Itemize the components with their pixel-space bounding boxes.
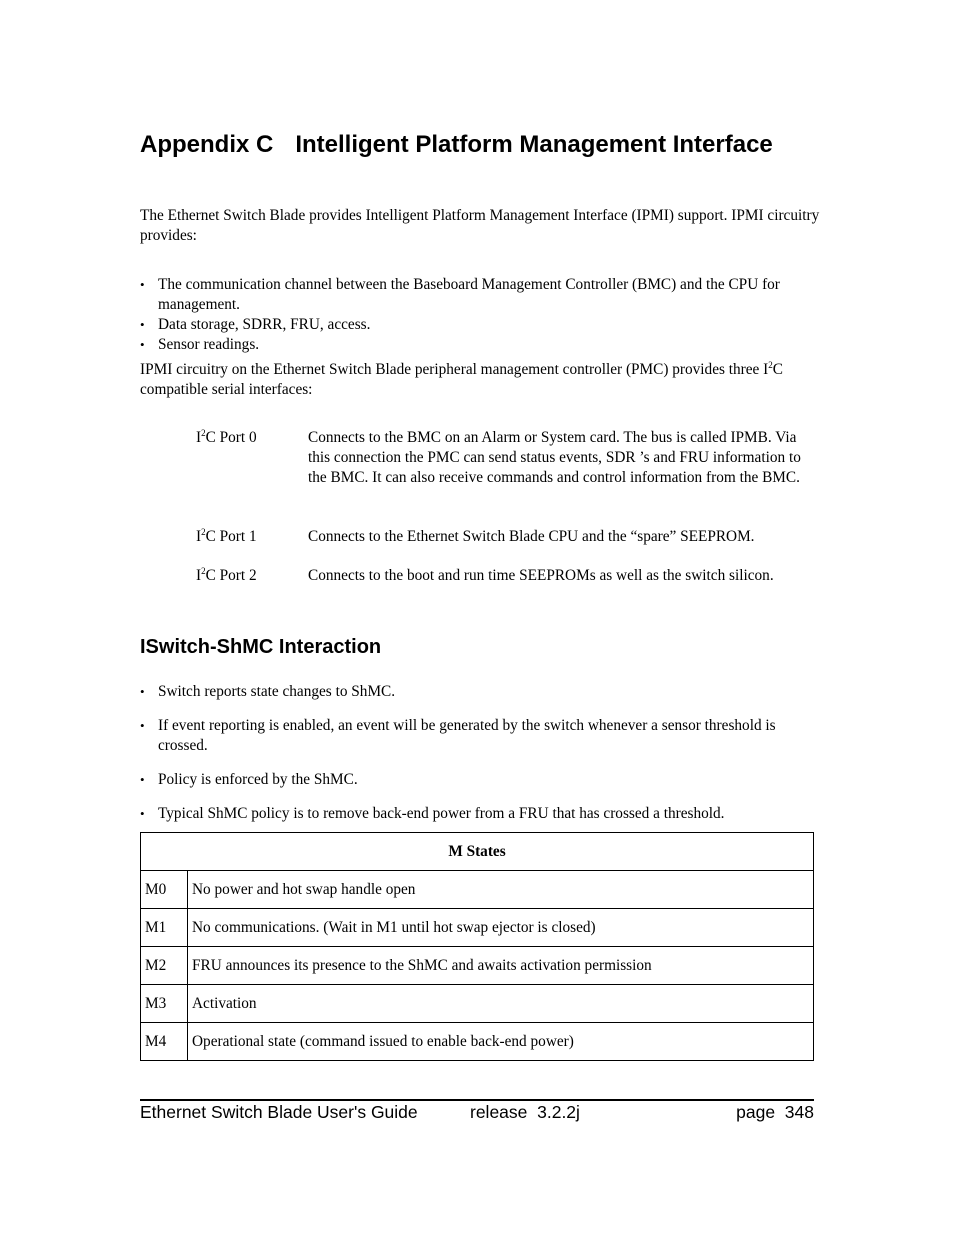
table-row: [141, 871, 814, 909]
footer-page-number: page 348: [736, 1102, 814, 1122]
table-row: [141, 947, 814, 985]
list-item: • If event reporting is enabled, an event will be generated by the switch whenever a sensor threshold is crossed.: [140, 717, 776, 754]
pmc-paragraph: IPMI circuitry on the Ethernet Switch Blade peripheral management controller (PMC) provides three $I^2C$ compatible serial interfaces:: [140, 360, 783, 398]
state-code: M3: [141, 985, 188, 1023]
state-description: No communications. (Wait in M1 until hot swap ejector is closed): [188, 909, 814, 947]
table-row: [141, 985, 814, 1023]
appendix-title: Intelligent Platform Management Interface: [295, 131, 773, 158]
footer-guide-title: Ethernet Switch Blade User's Guide: [140, 1102, 418, 1122]
page-title: [140, 129, 773, 161]
list-item: • Data storage, SDRR, FRU, access.: [140, 316, 371, 333]
provides-list: [140, 275, 820, 355]
port-name: $I^2C$ Port 0: [196, 428, 257, 446]
table-row: [141, 909, 814, 947]
intro-paragraph: The Ethernet Switch Blade provides Intelligent Platform Management Interface (IPMI) support. IPMI circuitry provides:: [140, 207, 820, 244]
list-item: • Typical ShMC policy is to remove back-end power from a FRU that has crossed a threshold.: [140, 805, 725, 822]
state-description: FRU announces its presence to the ShMC and awaits activation permission: [188, 947, 814, 985]
port-name: $I^2C$ Port 1: [196, 527, 257, 545]
state-code: M2: [141, 947, 188, 985]
footer-release: release 3.2.2j: [470, 1102, 580, 1122]
list-item: • Switch reports state changes to ShMC.: [140, 683, 396, 700]
section-heading: ISwitch-ShMC Interaction: [140, 636, 382, 658]
state-description: Activation: [188, 985, 814, 1023]
port-name: $I^2C$ Port 2: [196, 566, 257, 584]
port-description: Connects to the boot and run time SEEPROMs as well as the switch silicon.: [308, 567, 774, 584]
state-code: M0: [141, 871, 188, 909]
state-description: No power and hot swap handle open: [188, 871, 814, 909]
list-item: • Sensor readings.: [140, 336, 260, 353]
list-item: • The communication channel between the Baseboard Management Controller (BMC) and the CPU for management.: [140, 276, 780, 313]
interaction-list: [140, 682, 820, 824]
port-description: Connects to the Ethernet Switch Blade CPU and the “spare” SEEPROM.: [308, 528, 755, 545]
table-header: M States: [141, 833, 814, 871]
table-header-row: [141, 833, 814, 871]
state-description: Operational state (command issued to enable back-end power): [188, 1023, 814, 1061]
state-code: M1: [141, 909, 188, 947]
m-states-table: [140, 832, 814, 1061]
appendix-label: Appendix C: [140, 131, 274, 158]
state-code: M4: [141, 1023, 188, 1061]
port-description: Connects to the BMC on an Alarm or System card. The bus is called IPMB. Via this connection the PMC can send status events, SDR ’s and FRU information to the BMC. It can also receive commands and control information from the BMC.: [308, 429, 801, 486]
list-item: • Policy is enforced by the ShMC.: [140, 771, 358, 788]
table-row: [141, 1023, 814, 1061]
